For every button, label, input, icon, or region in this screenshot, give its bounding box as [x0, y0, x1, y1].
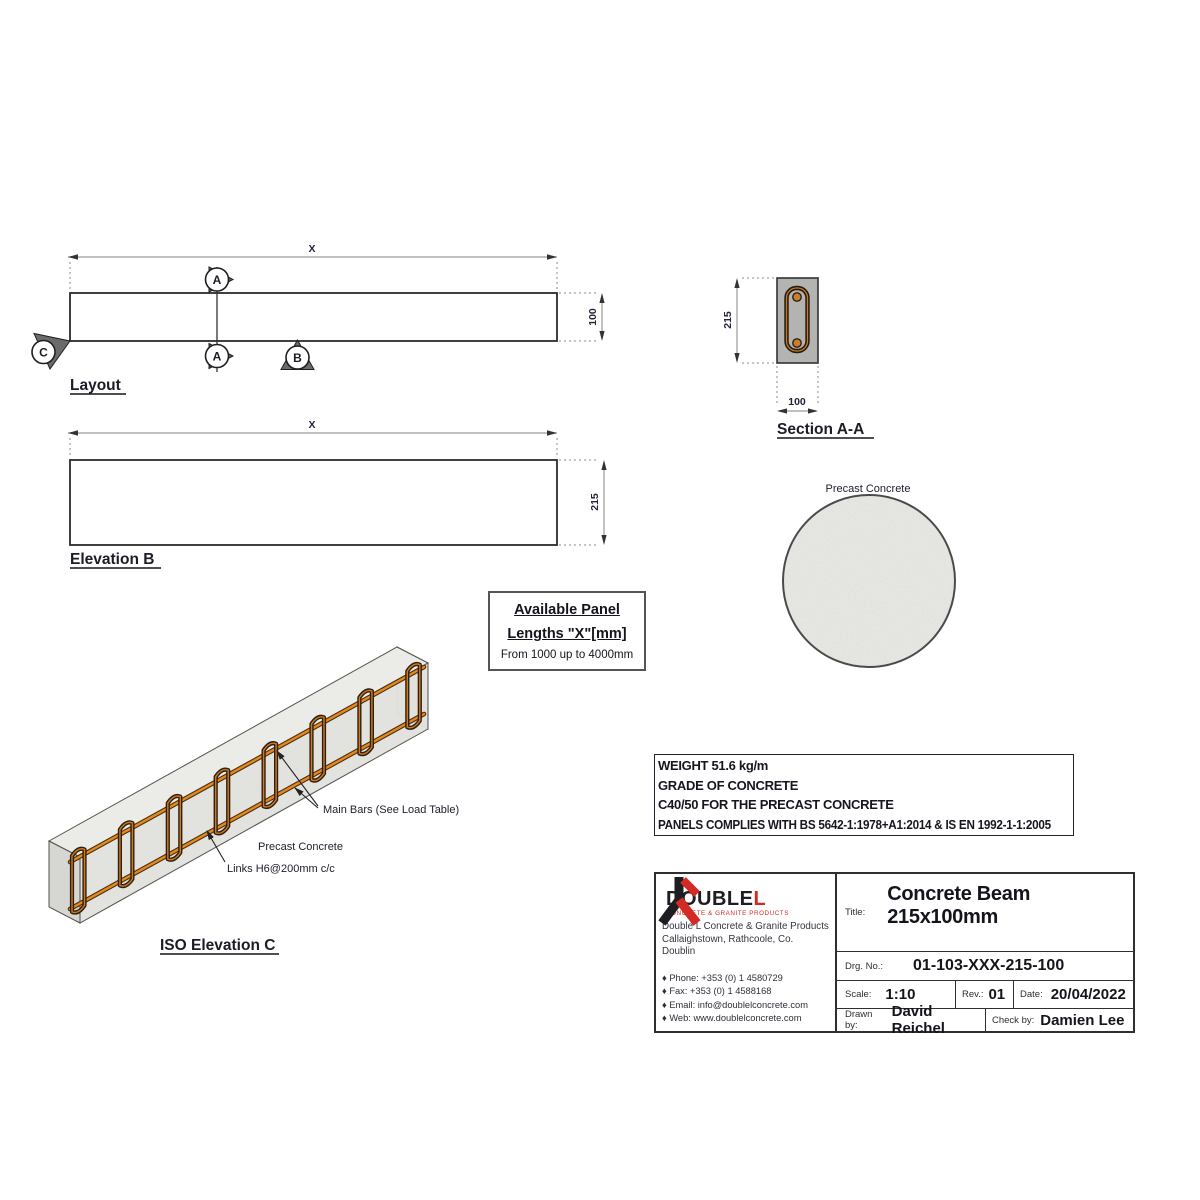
section-aa-view — [722, 278, 874, 438]
iso-marker-c — [32, 334, 70, 370]
scale-label: Scale: — [845, 989, 872, 1000]
note-line: PANELS COMPLIES WITH BS 5642-1:1978+A1:2014 & IS EN 1992-1-1:2005 — [658, 816, 1051, 832]
title-label: Title: — [845, 907, 866, 918]
drg-no-row — [837, 952, 1133, 981]
layout-dim-depth: 100 — [587, 308, 599, 326]
drg-no-label: Drg. No.: — [845, 960, 884, 972]
layout-beam-outline — [70, 293, 557, 341]
title-block — [654, 872, 1135, 1037]
section-aa-title: Section A-A — [777, 421, 865, 438]
company-logo — [662, 879, 829, 917]
section-dim-height: 215 — [722, 311, 734, 329]
layout-title: Layout — [70, 377, 121, 394]
elevation-b-title: Elevation B — [70, 551, 155, 568]
iso-title: ISO Elevation C — [160, 937, 276, 954]
contact-fax: ♦ Fax: +353 (0) 1 4588168 — [662, 986, 772, 996]
date-cell — [1014, 981, 1133, 1008]
contact-email: ♦ Email: info@doublelconcrete.com — [662, 999, 808, 1010]
dim-arrow — [547, 254, 557, 260]
iso-view — [49, 647, 459, 954]
section-dim-width: 100 — [788, 396, 806, 408]
elevation-dim-x: X — [308, 419, 316, 431]
material-swatch-label: Precast Concrete — [825, 483, 911, 495]
drawn-by-value: David Reichel — [891, 1003, 945, 1037]
svg-text:A: A — [212, 273, 222, 287]
layout-view — [32, 243, 605, 394]
panel-heading-line1: Available Panel — [514, 602, 620, 618]
rev-label: Rev.: — [962, 989, 984, 1000]
rev-value: 01 — [988, 986, 1006, 1003]
iso-label-links: Links H6@200mm c/c — [227, 863, 335, 875]
scale-rev-date-row — [837, 981, 1133, 1009]
drawn-check-row — [837, 1003, 1133, 1037]
note-line: GRADE OF CONCRETE — [658, 777, 799, 793]
logo-word: DOUBLE — [666, 888, 754, 910]
available-panel-lengths-box — [488, 591, 646, 671]
note-line: C40/50 FOR THE PRECAST CONCRETE — [658, 797, 894, 812]
panel-range: From 1000 up to 4000mm — [500, 649, 634, 661]
date-value: 20/04/2022 — [1050, 986, 1126, 1003]
iso-face-front — [80, 663, 428, 923]
svg-text:C: C — [39, 345, 48, 360]
section-marker-a-top — [206, 267, 234, 292]
title-row — [837, 874, 1133, 952]
drawn-by-label: Drawn by: — [845, 1009, 873, 1031]
scale-value: 1:10 — [885, 986, 916, 1003]
company-contacts — [662, 972, 829, 1026]
check-by-value: Damien Lee — [1040, 1011, 1125, 1029]
logo-l: L — [753, 888, 767, 910]
check-by-cell — [986, 1009, 1133, 1031]
elevation-marker-b — [281, 340, 314, 370]
elevation-dim-height: 215 — [589, 493, 601, 511]
drawn-by-cell — [837, 1003, 986, 1037]
drg-no-value: 01-103-XXX-215-100 — [913, 957, 1065, 974]
company-address: Callaighstown, Rathcoole, Co. Doublin — [662, 933, 794, 957]
company-panel — [656, 874, 837, 1031]
logo-subtitle: CONCRETE & GRANITE PRODUCTS — [666, 910, 789, 917]
section-main-bar-top — [793, 293, 801, 301]
iso-label-main-bars: Main Bars (See Load Table) — [323, 804, 460, 816]
dim-arrow — [68, 254, 78, 260]
notes-box — [654, 754, 1074, 836]
svg-text:A: A — [212, 349, 222, 364]
note-line: WEIGHT 51.6 kg/m — [658, 758, 769, 773]
contact-phone: ♦ Phone: +353 (0) 1 4580729 — [662, 972, 783, 983]
company-name: Double L Concrete & Granite Products — [662, 921, 829, 932]
section-marker-a-bottom — [206, 344, 234, 369]
layout-dim-x: X — [308, 243, 316, 255]
iso-label-precast: Precast Concrete — [258, 841, 343, 853]
section-main-bar-bottom — [793, 339, 801, 347]
material-swatch — [783, 483, 955, 667]
check-by-label: Check by: — [992, 1014, 1035, 1026]
contact-web: ♦ Web: www.doublelconcrete.com — [662, 1013, 802, 1023]
elevation-b-view — [68, 419, 607, 568]
drawing-title: Concrete Beam 215x100mm — [887, 882, 1031, 928]
panel-heading-line2: Lengths "X"[mm] — [507, 626, 627, 642]
date-label: Date: — [1020, 989, 1043, 1000]
double-l-logo-mark — [656, 874, 702, 928]
svg-text:B: B — [293, 351, 302, 365]
elevation-beam-outline — [70, 460, 557, 545]
